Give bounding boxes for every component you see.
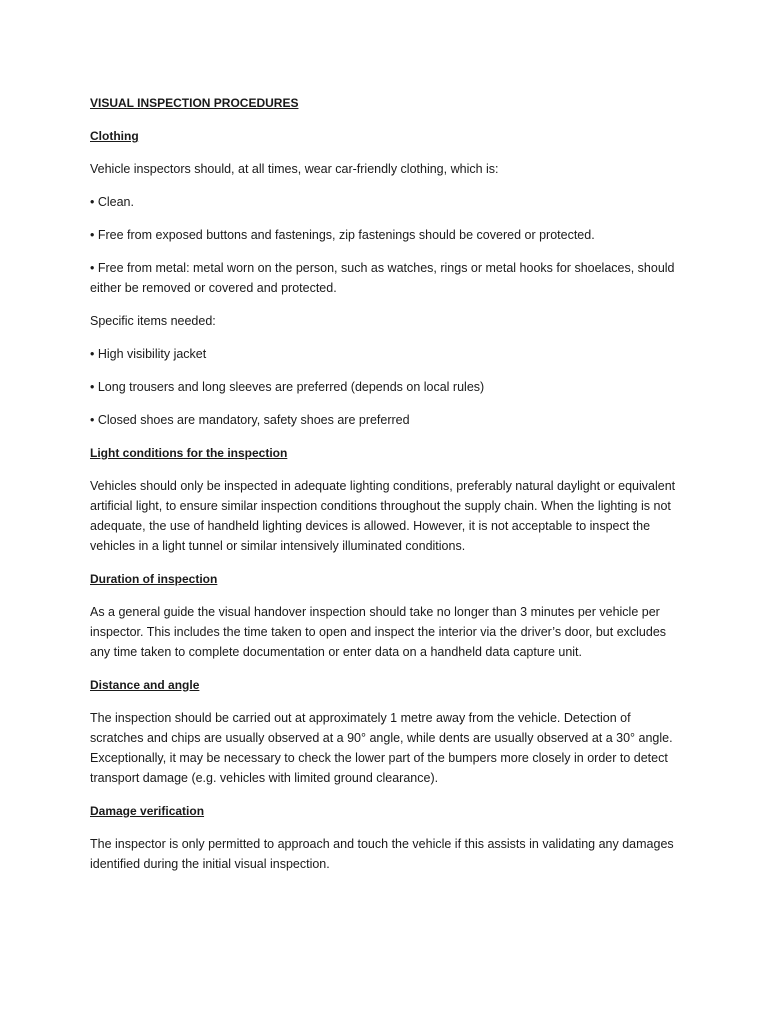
section-heading-light: Light conditions for the inspection — [90, 446, 288, 460]
verification-body: The inspector is only permitted to approach and touch the vehicle if this assists in validating any damages identified during the initial visual inspection. — [90, 837, 674, 871]
clothing-bullet-metal: • Free from metal: metal worn on the person, such as watches, rings or metal hooks for shoelaces, should either be removed or covered and protected. — [90, 261, 675, 295]
document-title: VISUAL INSPECTION PROCEDURES — [90, 96, 299, 110]
section-heading-distance: Distance and angle — [90, 678, 200, 692]
document-body — [90, 93, 678, 887]
light-body: Vehicles should only be inspected in adequate lighting conditions, preferably natural daylight or equivalent artificial light, to ensure similar inspection conditions throughout the supply chain. When the lighting is not adequate, the use of handheld lighting devices is allowed. However, it is not acceptable to inspect the vehicles in a light tunnel or similar intensively illuminated conditions. — [90, 479, 676, 553]
duration-body: As a general guide the visual handover inspection should take no longer than 3 minutes per vehicle per inspector. This includes the time taken to open and inspect the interior via the driver’s door, but excludes any time taken to complete documentation or enter data on a handheld data capture unit. — [90, 605, 667, 659]
section-heading-clothing: Clothing — [90, 129, 139, 143]
section-heading-duration: Duration of inspection — [90, 572, 218, 586]
item-bullet-jacket: • High visibility jacket — [90, 347, 207, 361]
items-intro: Specific items needed: — [90, 314, 216, 328]
clothing-intro: Vehicle inspectors should, at all times, wear car-friendly clothing, which is: — [90, 162, 499, 176]
clothing-bullet-buttons: • Free from exposed buttons and fastenings, zip fastenings should be covered or protected. — [90, 228, 595, 242]
item-bullet-shoes: • Closed shoes are mandatory, safety shoes are preferred — [90, 413, 410, 427]
section-heading-verification: Damage verification — [90, 804, 205, 818]
item-bullet-trousers: • Long trousers and long sleeves are preferred (depends on local rules) — [90, 380, 485, 394]
distance-body: The inspection should be carried out at approximately 1 metre away from the vehicle. Detection of scratches and chips are usually observed at a 90° angle, while dents are usually observed at a 30° angle. Exceptionally, it may be necessary to check the lower part of the bumpers more closely in order to detect transport damage (e.g. vehicles with limited ground clearance). — [90, 711, 673, 785]
clothing-bullet-clean: • Clean. — [90, 195, 134, 209]
